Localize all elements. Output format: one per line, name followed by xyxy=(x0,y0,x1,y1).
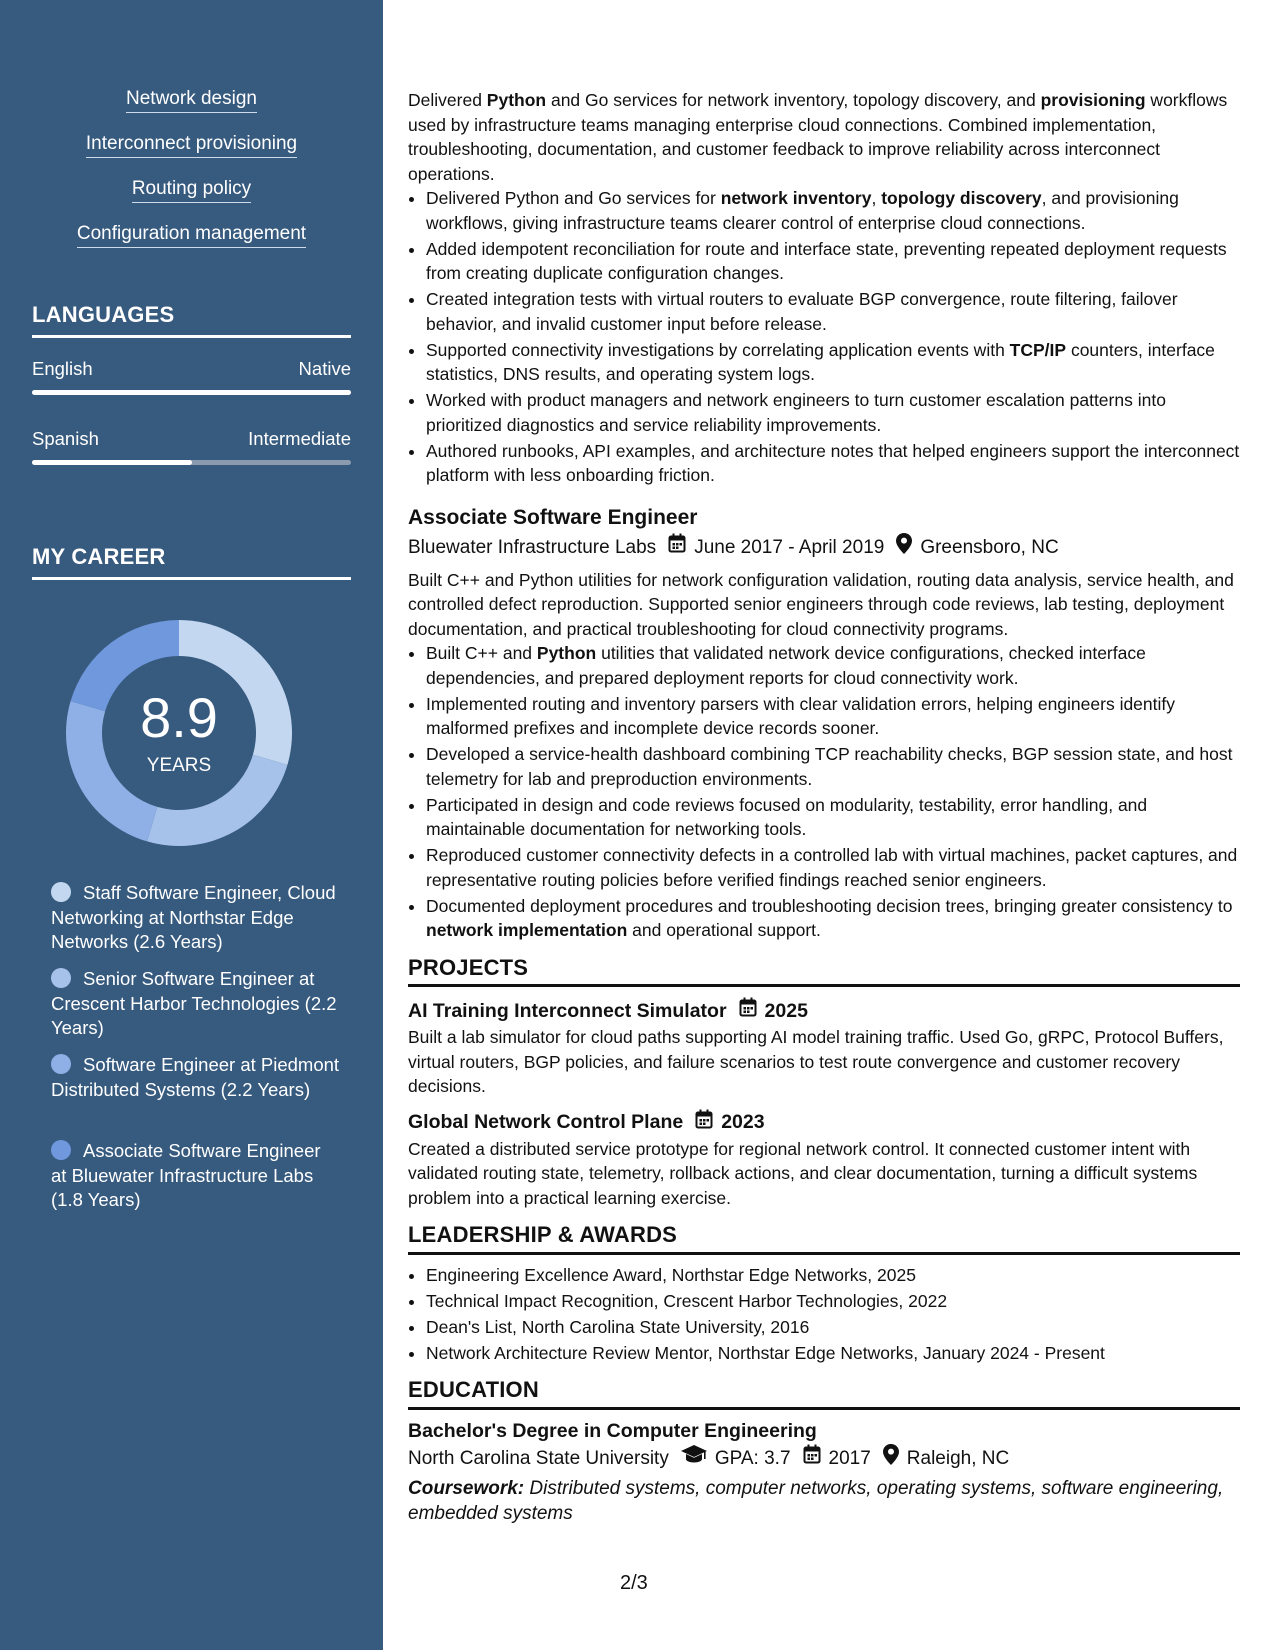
bullet-item: • Participated in design and code reviews focused on modularity, testability, error handling, and maintainable documentation for networking tools. xyxy=(426,793,1240,842)
project-title: Global Network Control Plane 2023 xyxy=(408,1109,1240,1137)
project-description: Built a lab simulator for cloud paths supporting AI model training traffic. Used Go, gRPC, Protocol Buffers, virtual routers, BGP policies, and failure scenarios to test route convergence and customer recovery decisions. xyxy=(408,1027,1224,1096)
projects-heading: PROJECTS xyxy=(408,956,1240,988)
job-bullets xyxy=(408,641,1240,943)
language-bar-fill xyxy=(32,390,351,395)
career-total-years: 8.9 xyxy=(140,686,218,749)
graduation-cap-icon xyxy=(681,1444,707,1472)
project-description: Created a distributed service prototype for regional network control. It connected customer intent with validated routing state, telemetry, rollback actions, and clear documentation, turning a difficult systems problem into a practical learning exercise. xyxy=(408,1138,1198,1208)
page-number: 2/3 xyxy=(620,1572,648,1594)
language-spanish xyxy=(32,428,351,465)
language-name: Spanish xyxy=(32,428,99,449)
career-item: Software Engineer at Piedmont Distributed Systems (2.2 Years) xyxy=(51,1054,340,1100)
bullet-item: • Added idempotent reconciliation for route and interface state, preventing repeated deployment requests from creating duplicate configuration changes. xyxy=(426,237,1240,286)
coursework-label: Coursework: xyxy=(408,1477,525,1499)
skill-item: Configuration management xyxy=(0,223,383,245)
job-dates: June 2017 - April 2019 xyxy=(694,536,885,558)
bullet-item: • Implemented routing and inventory parsers with clear validation errors, helping engineers identify malformed prefixes and incomplete device records sooner. xyxy=(426,692,1240,741)
project-title: AI Training Interconnect Simulator 2025 xyxy=(408,997,1240,1025)
career-total-unit: YEARS xyxy=(146,755,212,776)
language-name: English xyxy=(32,358,93,379)
job-location: Greensboro, NC xyxy=(920,536,1059,558)
career-item: Staff Software Engineer, Cloud Networking at Northstar Edge Networks (2.6 Years) xyxy=(51,882,336,952)
school-location: Raleigh, NC xyxy=(906,1447,1010,1469)
bullet-item: • Delivered Python and Go services for network inventory, topology discovery, and provisioning workflows, giving infrastructure teams clearer control of enterprise cloud connections. xyxy=(426,186,1240,235)
job-summary: Built C++ and Python utilities for network configuration validation, routing data analysis, service health, and controlled defect reproduction. Supported senior engineers through code reviews, lab testing, deployment documentation, and practical troubleshooting for cloud connectivity programs. xyxy=(408,569,1234,639)
project-year: 2025 xyxy=(764,999,808,1022)
award-item: • Technical Impact Recognition, Crescent Harbor Technologies, 2022 xyxy=(426,1289,1240,1314)
job-bullets xyxy=(408,186,1240,488)
career-dot xyxy=(51,1054,71,1074)
language-level: Native xyxy=(298,358,351,379)
career-dot xyxy=(51,1140,71,1160)
project-year: 2023 xyxy=(721,1111,765,1133)
skill-item: Network design xyxy=(0,88,383,110)
calendar-icon xyxy=(803,1444,821,1472)
calendar-icon xyxy=(695,1109,713,1137)
awards-heading: LEADERSHIP & AWARDS xyxy=(408,1223,1240,1255)
career-heading: MY CAREER xyxy=(32,544,351,580)
language-english xyxy=(32,358,351,395)
sidebar xyxy=(0,0,383,1650)
job-meta xyxy=(408,533,1240,562)
education-meta xyxy=(408,1444,1240,1473)
languages-heading: LANGUAGES xyxy=(32,302,351,338)
bullet-item: • Worked with product managers and network engineers to turn customer escalation patterns into prioritized diagnostics and service reliability improvements. xyxy=(426,388,1240,437)
award-item: • Dean's List, North Carolina State University, 2016 xyxy=(426,1315,1240,1340)
gpa: GPA: 3.7 xyxy=(714,1447,791,1469)
bullet-item: • Documented deployment procedures and troubleshooting decision trees, bringing greater consistency to network implementation and operational support. xyxy=(426,894,1240,943)
bullet-item: • Reproduced customer connectivity defects in a controlled lab with virtual machines, packet captures, and representative routing policies before verified findings reached senior engineers. xyxy=(426,843,1240,892)
job-summary: Delivered Python and Go services for network inventory, topology discovery, and provisioning workflows used by infrastructure teams managing enterprise cloud connections. Combined implementation, troubleshooting, documentation, and customer feedback to improve reliability across interconnect operations. xyxy=(408,90,1228,184)
career-item: Associate Software Engineer at Bluewater Infrastructure Labs (1.8 Years) xyxy=(51,1140,321,1210)
calendar-icon xyxy=(739,997,757,1025)
awards-list xyxy=(408,1263,1240,1366)
language-bar xyxy=(32,460,351,465)
career-item: Senior Software Engineer at Crescent Harbor Technologies (2.2 Years) xyxy=(51,968,337,1038)
graduation-year: 2017 xyxy=(828,1447,871,1469)
map-pin-icon xyxy=(896,533,912,562)
skill-item: Interconnect provisioning xyxy=(0,133,383,155)
job-company: Bluewater Infrastructure Labs xyxy=(408,536,657,558)
school-name: North Carolina State University xyxy=(408,1447,669,1469)
career-dot xyxy=(51,968,71,988)
language-bar-fill xyxy=(32,460,192,465)
main-content xyxy=(408,88,1240,1526)
coursework xyxy=(408,1476,1240,1526)
job-title: Associate Software Engineer xyxy=(408,505,698,529)
skill-item: Routing policy xyxy=(0,178,383,200)
career-dot xyxy=(51,882,71,902)
education-heading: EDUCATION xyxy=(408,1378,1240,1410)
bullet-item: • Built C++ and Python utilities that validated network device configurations, checked interface dependencies, and prepared deployment reports for cloud connectivity work. xyxy=(426,641,1240,690)
bullet-item: • Authored runbooks, API examples, and architecture notes that helped engineers support the interconnect platform with less onboarding friction. xyxy=(426,439,1240,488)
bullet-item: • Supported connectivity investigations by correlating application events with TCP/IP counters, interface statistics, DNS results, and operating system logs. xyxy=(426,338,1240,387)
bullet-item: • Developed a service-health dashboard combining TCP reachability checks, BGP session state, and host telemetry for lab and preproduction environments. xyxy=(426,742,1240,791)
degree-title: Bachelor's Degree in Computer Engineering xyxy=(408,1419,817,1442)
language-bar xyxy=(32,390,351,395)
map-pin-icon xyxy=(883,1444,899,1473)
award-item: • Network Architecture Review Mentor, Northstar Edge Networks, January 2024 - Present xyxy=(426,1341,1240,1366)
language-level: Intermediate xyxy=(248,428,351,449)
calendar-icon xyxy=(668,533,686,561)
bullet-item: • Created integration tests with virtual routers to evaluate BGP convergence, route filtering, failover behavior, and invalid customer input before release. xyxy=(426,287,1240,336)
award-item: • Engineering Excellence Award, Northstar Edge Networks, 2025 xyxy=(426,1263,1240,1288)
coursework-list: Distributed systems, computer networks, operating systems, software engineering, embedded systems xyxy=(408,1477,1224,1524)
